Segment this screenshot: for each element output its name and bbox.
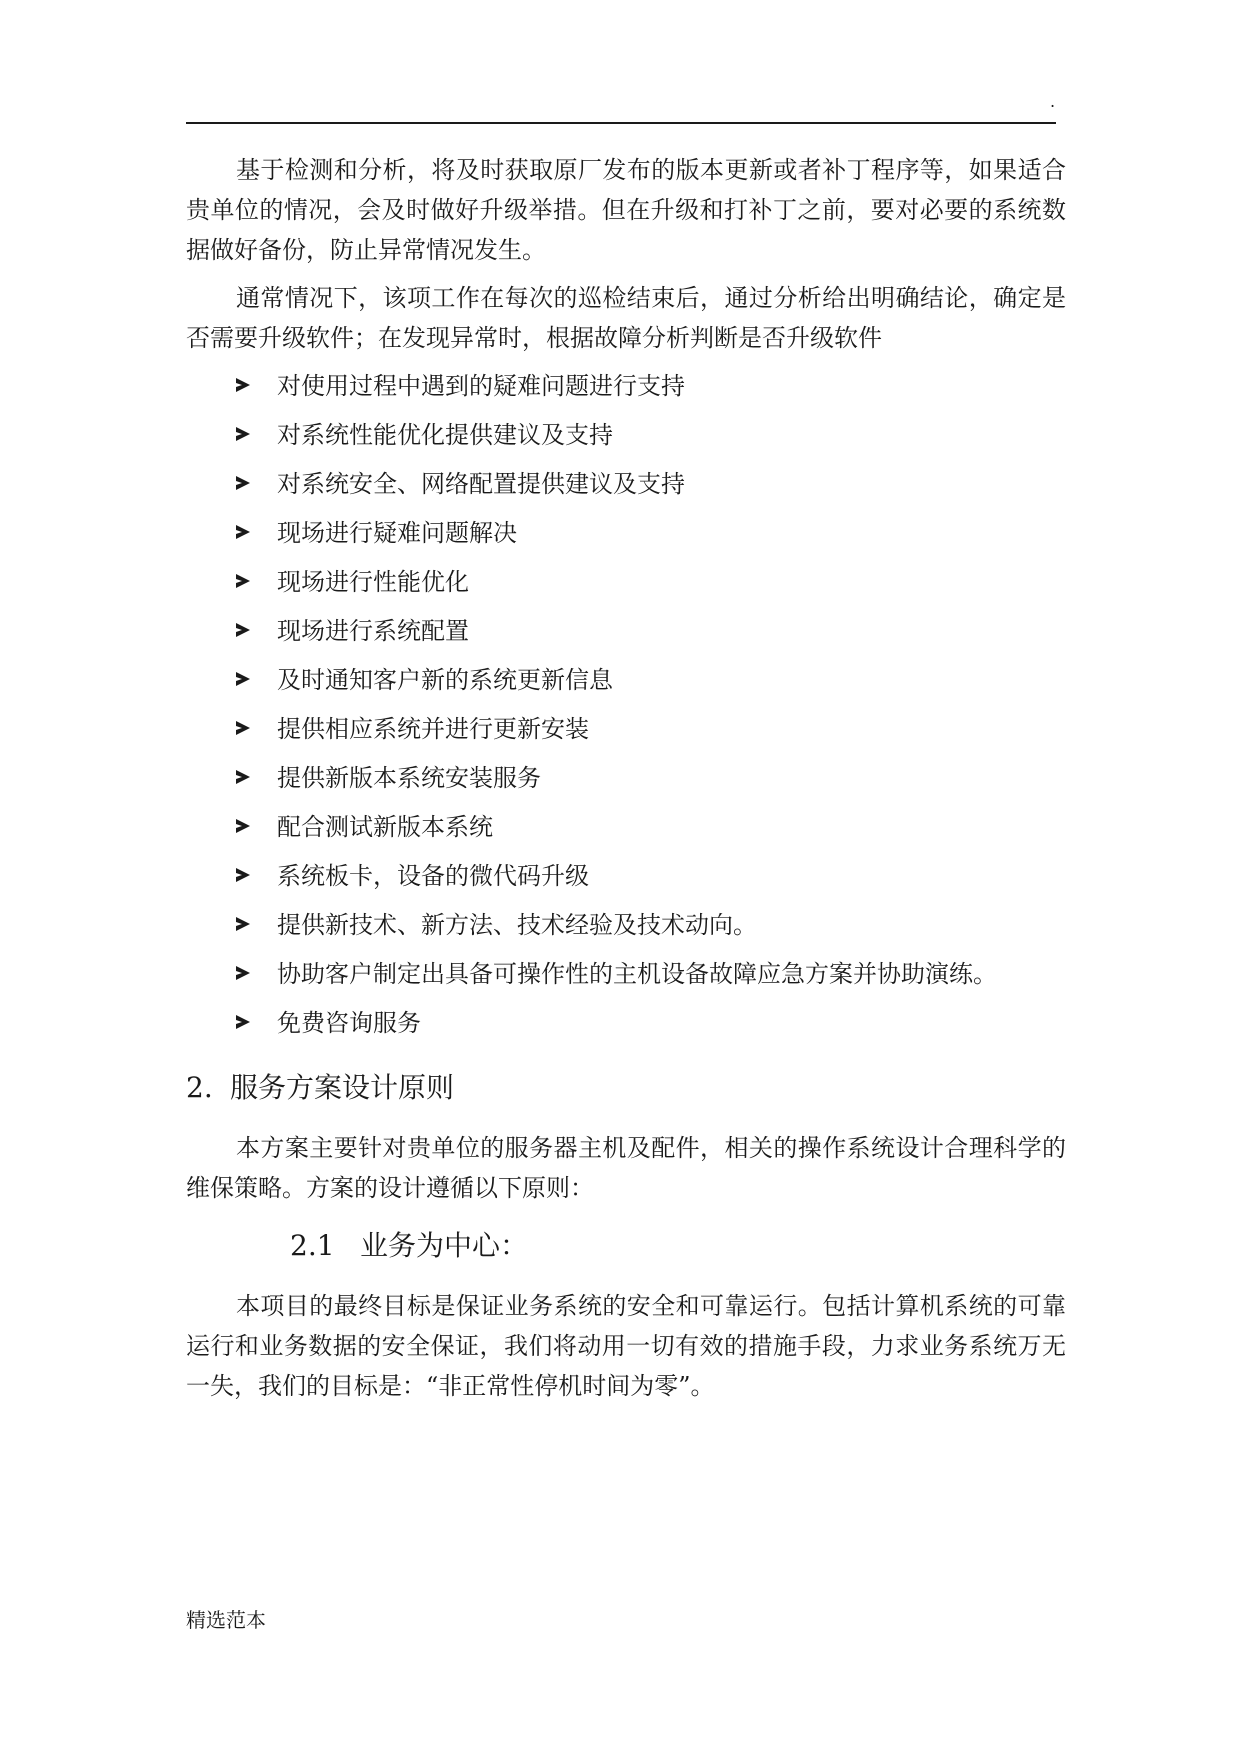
list-item (186, 562, 1066, 611)
subsection-title-text: 业务为中心： (360, 1229, 529, 1262)
list-item-text: 提供相应系统并进行更新安装 (277, 715, 589, 743)
paragraph-upgrade-basis: 基于检测和分析，将及时获取原厂发布的版本更新或者补丁程序等，如果适合贵单位的情况，会及时做好升级举措。但在升级和打补丁之前，要对必要的系统数据做好备份，防止异常情况发生。 (186, 156, 1066, 264)
arrowhead-bullet-icon (236, 623, 250, 637)
arrowhead-bullet-icon (236, 819, 250, 833)
footer-label: 精选范本 (186, 1608, 266, 1632)
section-title-text: 服务方案设计原则 (230, 1071, 455, 1104)
list-item-text: 提供新版本系统安装服务 (277, 764, 541, 792)
list-item (186, 611, 1066, 660)
list-item-text: 免费咨询服务 (277, 1009, 421, 1037)
list-item (186, 807, 1066, 856)
arrowhead-bullet-icon (236, 672, 250, 686)
service-bullet-list (186, 366, 1066, 1052)
list-item (186, 366, 1066, 415)
list-item-text: 现场进行性能优化 (277, 568, 469, 596)
list-item (186, 464, 1066, 513)
list-item (186, 758, 1066, 807)
arrowhead-bullet-icon (236, 966, 250, 980)
arrowhead-bullet-icon (236, 525, 250, 539)
list-item-text: 对系统安全、网络配置提供建议及支持 (277, 470, 685, 498)
list-item (186, 905, 1066, 954)
paragraph-upgrade-timing: 通常情况下，该项工作在每次的巡检结束后，通过分析给出明确结论，确定是否需要升级软件；在发现异常时，根据故障分析判断是否升级软件 (186, 284, 1066, 352)
arrowhead-bullet-icon (236, 574, 250, 588)
arrowhead-bullet-icon (236, 1015, 250, 1029)
section-heading-design-principles (186, 1068, 1066, 1108)
arrowhead-bullet-icon (236, 770, 250, 784)
list-item (186, 1003, 1066, 1052)
list-item (186, 513, 1066, 562)
section-number: 2. (186, 1071, 213, 1104)
list-item-text: 及时通知客户新的系统更新信息 (277, 666, 613, 694)
paragraph-business-goal: 本项目的最终目标是保证业务系统的安全和可靠运行。包括计算机系统的可靠运行和业务数据的安全保证，我们将动用一切有效的措施手段，力求业务系统万无一失，我们的目标是：“非正常性停机时间为零”。 (186, 1292, 1066, 1400)
subsection-number: 2.1 (290, 1229, 335, 1262)
arrowhead-bullet-icon (236, 378, 250, 392)
list-item-text: 现场进行疑难问题解决 (277, 519, 517, 547)
list-item-text: 协助客户制定出具备可操作性的主机设备故障应急方案并协助演练。 (277, 960, 997, 988)
list-item (186, 709, 1066, 758)
arrowhead-bullet-icon (236, 427, 250, 441)
list-item (186, 660, 1066, 709)
paragraph-design-intro: 本方案主要针对贵单位的服务器主机及配件，相关的操作系统设计合理科学的维保策略。方案的设计遵循以下原则： (186, 1134, 1066, 1202)
list-item (186, 954, 1066, 1003)
subsection-heading-business-centric (290, 1226, 1066, 1266)
list-item (186, 856, 1066, 905)
document-body (186, 150, 1066, 1414)
header-mark: . (1050, 92, 1056, 111)
arrowhead-bullet-icon (236, 868, 250, 882)
list-item-text: 现场进行系统配置 (277, 617, 469, 645)
list-item-text: 对使用过程中遇到的疑难问题进行支持 (277, 372, 685, 400)
arrowhead-bullet-icon (236, 476, 250, 490)
list-item (186, 415, 1066, 464)
arrowhead-bullet-icon (236, 721, 250, 735)
list-item-text: 对系统性能优化提供建议及支持 (277, 421, 613, 449)
header-rule (186, 122, 1056, 124)
list-item-text: 提供新技术、新方法、技术经验及技术动向。 (277, 911, 757, 939)
list-item-text: 配合测试新版本系统 (277, 813, 493, 841)
arrowhead-bullet-icon (236, 917, 250, 931)
list-item-text: 系统板卡，设备的微代码升级 (277, 862, 589, 890)
